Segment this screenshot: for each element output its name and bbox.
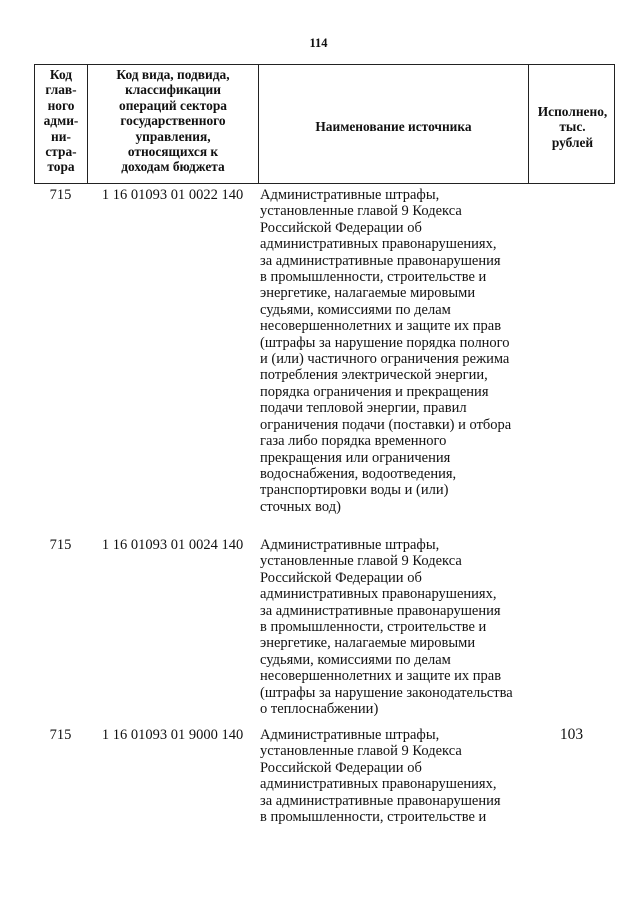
source-name-cell xyxy=(260,187,534,515)
header-admin-code: Код глав- ного адми- ни- стра- тора xyxy=(35,65,88,183)
name-line: энергетике, налагаемые мировыми xyxy=(260,285,476,302)
name-line: о теплоснабжении) xyxy=(260,701,379,718)
admin-code-cell: 715 xyxy=(49,537,72,553)
name-line: в промышленности, строительстве и xyxy=(260,619,487,636)
name-line: установленные главой 9 Кодекса xyxy=(260,553,462,570)
name-line: транспортировки воды и (или) xyxy=(260,482,449,499)
name-line: энергетике, налагаемые мировыми xyxy=(260,635,476,652)
name-line: административных правонарушениях, xyxy=(260,776,497,793)
header-classification-code: Код вида, подвида, классификации операций сектора государственного управления, относящихся к доходам бюджета xyxy=(88,65,259,183)
name-line: Административные штрафы, xyxy=(260,727,440,743)
name-line: и (или) частичного ограничения режима xyxy=(260,351,510,368)
name-line: Российской Федерации об xyxy=(260,569,422,586)
classification-code-cell: 1 16 01093 01 0024 140 xyxy=(101,537,244,553)
name-line: газа либо порядка временного xyxy=(260,433,447,450)
name-line: ограничения подачи (поставки) и отбора xyxy=(260,416,512,433)
name-line: прекращения или ограничения xyxy=(260,449,451,466)
table-header xyxy=(34,64,615,184)
name-line: Административные штрафы, xyxy=(260,537,440,553)
name-line: за административные правонарушения xyxy=(260,602,501,619)
name-line: судьями, комиссиями по делам xyxy=(260,301,451,318)
name-line: установленные главой 9 Кодекса xyxy=(260,203,462,220)
name-line: несовершеннолетних и защите их прав xyxy=(260,318,502,335)
name-line: административных правонарушениях, xyxy=(260,236,497,253)
name-line: судьями, комиссиями по делам xyxy=(260,651,451,668)
name-line: потребления электрической энергии, xyxy=(260,367,488,384)
admin-code-cell: 715 xyxy=(49,187,72,203)
name-line: порядка ограничения и прекращения xyxy=(260,383,489,400)
name-line: сточных вод) xyxy=(260,498,341,515)
name-line: водоснабжения, водоотведения, xyxy=(260,465,457,482)
page-number: 114 xyxy=(309,36,328,50)
name-line: в промышленности, строительстве и xyxy=(260,809,487,826)
header-executed: Исполнено, тыс. рублей xyxy=(537,103,608,150)
name-line: за административные правонарушения xyxy=(260,792,501,809)
name-line: (штрафы за нарушение порядка полного xyxy=(260,334,510,351)
name-line: несовершеннолетних и защите их прав xyxy=(260,668,502,685)
name-line: административных правонарушениях, xyxy=(260,586,497,603)
header-source-name: Наименование источника xyxy=(259,65,529,183)
name-line: подачи тепловой энергии, правил xyxy=(260,400,467,417)
name-line: в промышленности, строительстве и xyxy=(260,269,487,286)
name-line: установленные главой 9 Кодекса xyxy=(260,743,462,760)
admin-code-cell: 715 xyxy=(49,727,72,743)
source-name-cell xyxy=(260,537,534,717)
classification-code-cell: 1 16 01093 01 0022 140 xyxy=(101,187,244,203)
source-name-cell xyxy=(260,727,534,825)
name-line: Административные штрафы, xyxy=(260,187,440,203)
name-line: за административные правонарушения xyxy=(260,252,501,269)
name-line: Российской Федерации об xyxy=(260,219,422,236)
classification-code-cell: 1 16 01093 01 9000 140 xyxy=(101,727,244,743)
name-line: Российской Федерации об xyxy=(260,759,422,776)
name-line: (штрафы за нарушение законодательства xyxy=(260,684,513,701)
executed-amount-cell: 103 xyxy=(559,726,584,743)
